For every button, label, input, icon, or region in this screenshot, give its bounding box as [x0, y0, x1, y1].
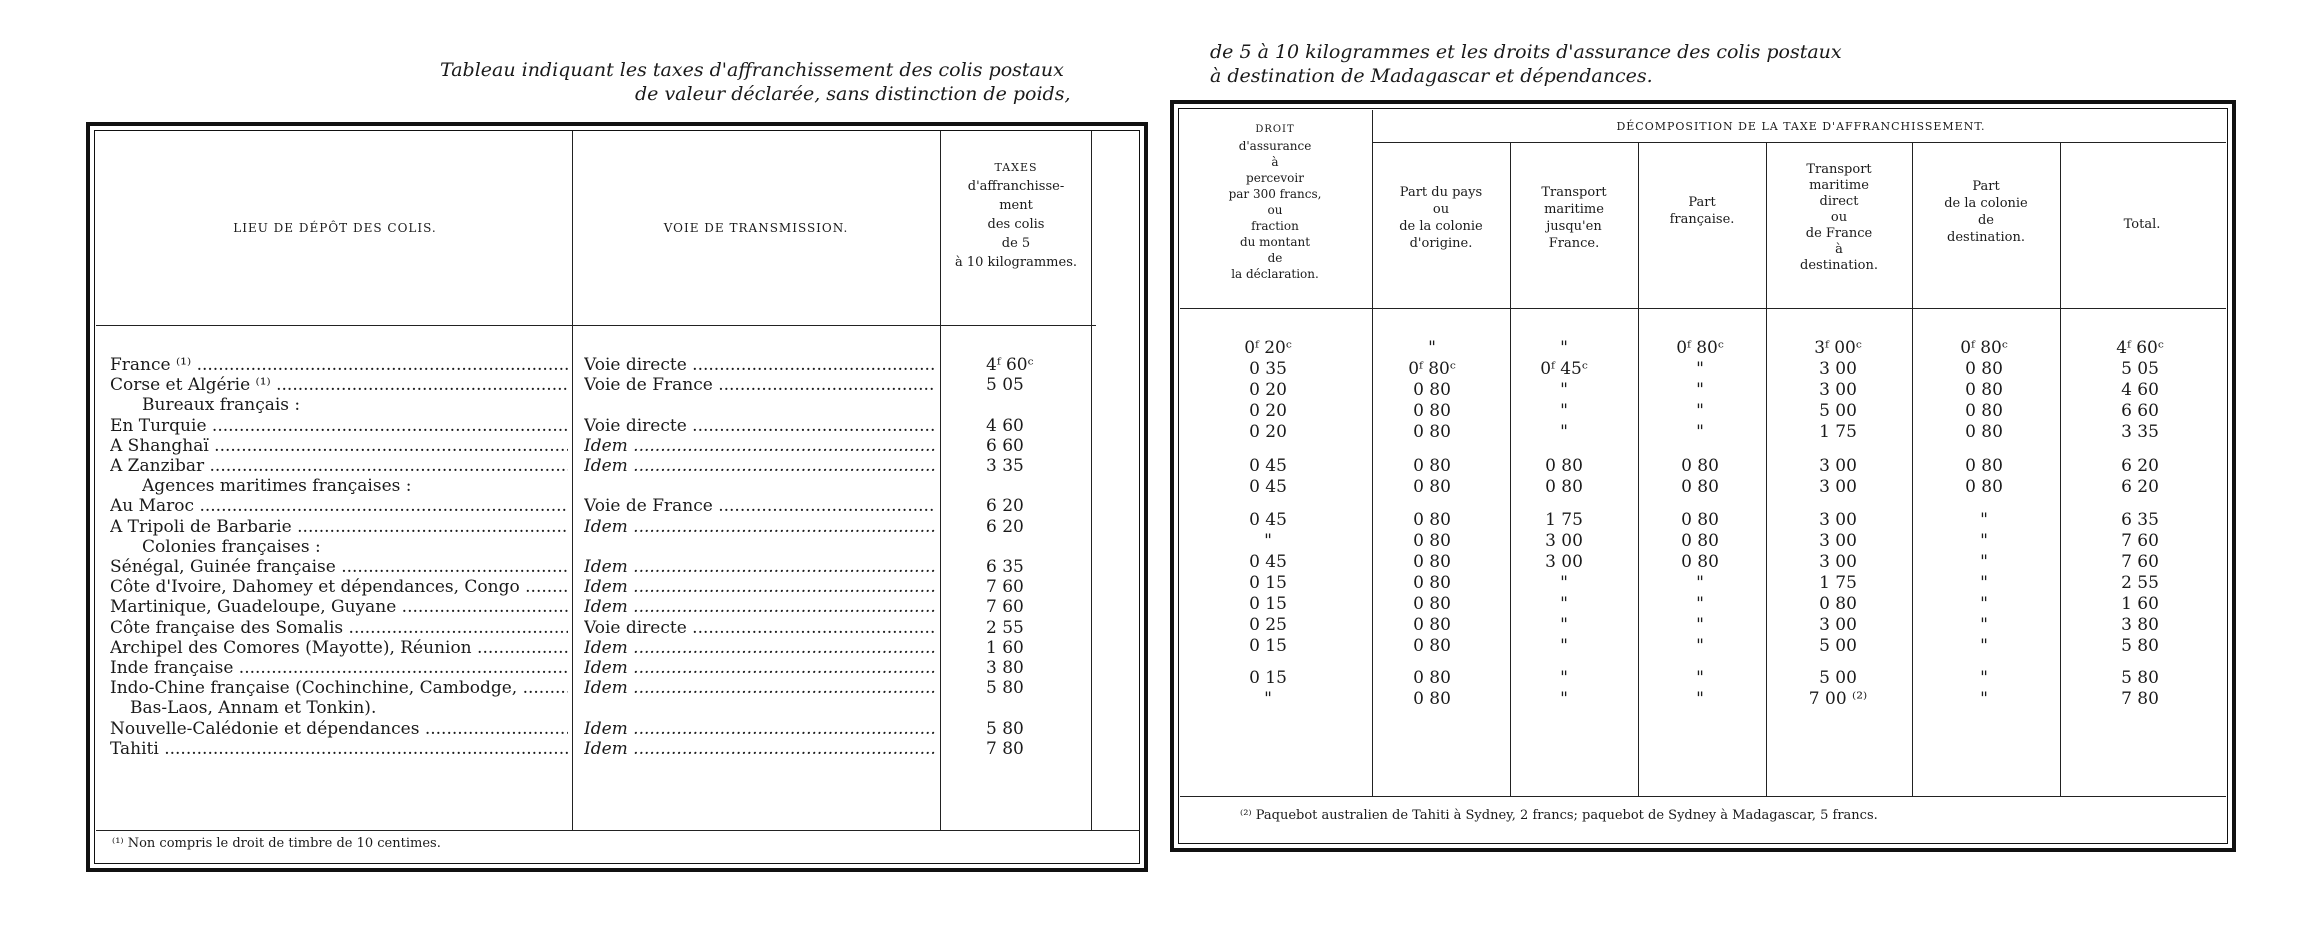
value-cell: 6 35 [2121, 510, 2159, 531]
value-cell: " [1696, 667, 1704, 688]
voie-cell: Idem ..... [584, 578, 936, 596]
value-cell: 0 80 [1413, 476, 1451, 497]
value-cell: 5 05 [2121, 359, 2159, 379]
value-cell: 0 15 [1249, 667, 1287, 688]
taxe-cell: 6 20 [986, 516, 1024, 537]
lieu-cell: Côte française des Somalis ..... [110, 619, 568, 637]
lieu-cell: A Tripoli de Barbarie ..... [110, 518, 568, 536]
value-cell: 0 80 [1965, 422, 2003, 442]
value-cell: 0 80 [1413, 688, 1451, 709]
voie-cell: Idem ..... [584, 457, 936, 475]
right-header-part-pays [1374, 184, 1508, 252]
taxe-cell: 5 80 [986, 678, 1024, 699]
value-cell: " [1980, 510, 1988, 531]
value-cell: 0 80 [1965, 455, 2003, 476]
part-colonie-line: destination. [1947, 230, 2025, 245]
right-header-decomposition: DÉCOMPOSITION DE LA TAXE D'AFFRANCHISSEMENT. [1616, 120, 1986, 133]
droit-line: de [1267, 251, 1283, 265]
value-cell: 0 80 [1681, 531, 1719, 552]
value-cell: " [1560, 594, 1568, 615]
value-cell: " [1980, 573, 1988, 594]
right-caption-line2: à destination de Madagascar et dépendances. [1210, 65, 1653, 87]
lieu-cell: Corse et Algérie ⁽¹⁾ ..... [110, 376, 568, 394]
right-header-droit [1180, 122, 1370, 282]
value-cell: " [1560, 573, 1568, 594]
value-cell: 5 00 [1819, 636, 1857, 657]
value-cell: 0 15 [1249, 636, 1287, 657]
lieu-cell: Tahiti ..... [110, 740, 568, 758]
droit-line: du montant [1239, 235, 1311, 249]
taxes-line: des colis [987, 217, 1045, 232]
taxes-line: à 10 kilogrammes. [954, 255, 1077, 270]
left-header-rule [96, 325, 1096, 326]
voie-cell: Voie de France ..... [584, 497, 936, 515]
part-pays-line: Part du pays [1399, 185, 1483, 200]
right-col-divider [2060, 142, 2061, 796]
value-cell: 3 00 [1819, 531, 1857, 552]
value-cell: 4 60 [2121, 380, 2159, 400]
value-cell: 0 80 [1681, 476, 1719, 497]
value-cell: 3ᶠ 00ᶜ [1814, 338, 1862, 358]
droit-line: la déclaration. [1231, 267, 1319, 281]
value-cell: 0 80 [1413, 380, 1451, 400]
lieu-cell: En Turquie ..... [110, 417, 568, 435]
value-cell: 0ᶠ 45ᶜ [1540, 359, 1588, 379]
voie-cell: Idem ..... [584, 639, 936, 657]
left-header-taxes [942, 158, 1090, 272]
value-cell: 0 80 [1965, 401, 2003, 421]
taxe-cell: 2 55 [986, 617, 1024, 638]
lieu-cell: A Zanzibar ..... [110, 457, 568, 475]
transport-direct-line: Transport [1806, 162, 1872, 177]
value-cell: " [1980, 552, 1988, 573]
voie-cell: Idem ..... [584, 558, 936, 576]
lieu-cell: Archipel des Comores (Mayotte), Réunion ..... [110, 639, 568, 657]
value-cell: 0ᶠ 80ᶜ [1960, 338, 2008, 358]
voie-cell: Idem ..... [584, 679, 936, 697]
droit-line: percevoir [1246, 171, 1304, 185]
taxe-cell: 7 80 [986, 738, 1024, 759]
value-cell: 0 20 [1249, 422, 1287, 442]
right-footnote: ⁽²⁾ Paquebot australien de Tahiti à Sydney, 2 francs; paquebot de Sydney à Madagascar, 5 francs. [1240, 808, 1878, 823]
value-cell: 1 75 [1819, 422, 1857, 442]
droit-line: par 300 francs, [1228, 187, 1322, 201]
right-footer-rule [1180, 796, 2226, 797]
part-colonie-line: Part [1972, 179, 2000, 194]
value-cell: 5 80 [2121, 667, 2159, 688]
value-cell: " [1560, 401, 1568, 421]
right-caption-line1: de 5 à 10 kilogrammes et les droits d'assurance des colis postaux [1210, 41, 1842, 63]
taxe-cell: 1 60 [986, 637, 1024, 658]
value-cell: 0 45 [1249, 455, 1287, 476]
value-cell: " [1560, 667, 1568, 688]
value-cell: 3 35 [2121, 422, 2159, 442]
value-cell: 0 80 [1681, 455, 1719, 476]
droit-line: fraction [1251, 219, 1299, 233]
value-cell: 6 60 [2121, 401, 2159, 421]
group-label: Bureaux français : [142, 396, 301, 415]
left-footer-rule [96, 830, 1140, 831]
value-cell: 5 00 [1819, 667, 1857, 688]
value-cell: 0 15 [1249, 594, 1287, 615]
lieu-cell: Bas-Laos, Annam et Tonkin). [130, 699, 377, 718]
value-cell: 3 00 [1819, 510, 1857, 531]
droit-line: d'assurance [1238, 139, 1312, 153]
lieu-cell: France ⁽¹⁾ ..... [110, 356, 568, 374]
value-cell: 0 80 [1965, 359, 2003, 379]
value-cell: " [1696, 359, 1704, 379]
right-col-divider [1912, 142, 1913, 796]
value-cell: " [1696, 636, 1704, 657]
part-pays-line: d'origine. [1409, 236, 1473, 251]
value-cell: " [1696, 594, 1704, 615]
value-cell: 0 15 [1249, 573, 1287, 594]
voie-cell: Voie directe ..... [584, 619, 936, 637]
taxes-line: TAXES [994, 161, 1038, 174]
voie-cell: Voie directe ..... [584, 356, 936, 374]
transport-direct-line: de France [1805, 226, 1873, 241]
taxes-line: ment [999, 198, 1033, 213]
value-cell: 3 00 [1819, 552, 1857, 573]
value-cell: " [1696, 688, 1704, 709]
value-cell: 6 20 [2121, 455, 2159, 476]
droit-line: ou [1267, 203, 1283, 217]
taxes-line: de 5 [1001, 236, 1031, 251]
value-cell: 3 80 [2121, 615, 2159, 636]
left-caption-line1: Tableau indiquant les taxes d'affranchissement des colis postaux [440, 59, 1064, 81]
transport-france-line: France. [1548, 236, 1600, 251]
taxes-line: d'affranchisse- [967, 179, 1065, 194]
droit-line: à [1271, 155, 1279, 169]
value-cell: 7 80 [2121, 688, 2159, 709]
value-cell: " [1980, 688, 1988, 709]
lieu-cell: Indo-Chine française (Cochinchine, Cambodge, ..... [110, 679, 568, 697]
droit-line: DROIT [1255, 124, 1295, 135]
part-francaise-line: française. [1669, 212, 1735, 227]
voie-cell: Idem ..... [584, 659, 936, 677]
value-cell: 0 80 [1413, 573, 1451, 594]
value-cell: 0 45 [1249, 510, 1287, 531]
value-cell: 0 80 [1413, 422, 1451, 442]
value-cell: 3 00 [1819, 359, 1857, 379]
right-header-transport-france [1512, 184, 1636, 252]
value-cell: 0 80 [1819, 594, 1857, 615]
right-col-divider [1766, 142, 1767, 796]
value-cell: " [1560, 380, 1568, 400]
value-cell: 0 80 [1545, 455, 1583, 476]
voie-cell: Idem ..... [584, 518, 936, 536]
value-cell: 3 00 [1819, 380, 1857, 400]
value-cell: 3 00 [1819, 615, 1857, 636]
right-col-divider [1638, 142, 1639, 796]
transport-france-line: Transport [1541, 185, 1607, 200]
value-cell: 0 80 [1413, 531, 1451, 552]
value-cell: 0 80 [1545, 476, 1583, 497]
value-cell: 0 45 [1249, 552, 1287, 573]
value-cell: 0ᶠ 20ᶜ [1244, 338, 1292, 358]
value-cell: 3 00 [1819, 455, 1857, 476]
taxe-cell: 4ᶠ 60ᶜ [986, 355, 1034, 375]
lieu-cell: Sénégal, Guinée française ..... [110, 558, 568, 576]
part-pays-line: ou [1432, 202, 1450, 217]
value-cell: 2 55 [2121, 573, 2159, 594]
value-cell: " [1980, 594, 1988, 615]
right-header-total: Total. [2123, 217, 2161, 232]
value-cell: " [1980, 615, 1988, 636]
taxe-cell: 4 60 [986, 415, 1024, 436]
value-cell: 0 80 [1413, 552, 1451, 573]
taxe-cell: 7 60 [986, 577, 1024, 598]
value-cell: 0 45 [1249, 476, 1287, 497]
value-cell: " [1560, 338, 1568, 358]
value-cell: 0 35 [1249, 359, 1287, 379]
value-cell: 0 80 [1413, 594, 1451, 615]
lieu-cell: Côte d'Ivoire, Dahomey et dépendances, Congo ..... [110, 578, 568, 596]
value-cell: 0ᶠ 80ᶜ [1408, 359, 1456, 379]
transport-direct-line: à [1835, 242, 1843, 257]
left-header-lieu: LIEU DE DÉPÔT DES COLIS. [233, 221, 437, 235]
value-cell: " [1980, 636, 1988, 657]
value-cell: 0 80 [1681, 552, 1719, 573]
value-cell: 0 20 [1249, 380, 1287, 400]
lieu-cell: A Shanghaï ..... [110, 437, 568, 455]
value-cell: 0 80 [1413, 401, 1451, 421]
value-cell: " [1560, 615, 1568, 636]
value-cell: " [1560, 688, 1568, 709]
left-header-voie: VOIE DE TRANSMISSION. [663, 221, 849, 235]
value-cell: " [1696, 401, 1704, 421]
value-cell: " [1980, 531, 1988, 552]
part-colonie-line: de [1977, 213, 1994, 228]
value-cell: 3 00 [1545, 552, 1583, 573]
voie-cell: Idem ..... [584, 740, 936, 758]
value-cell: 5 80 [2121, 636, 2159, 657]
value-cell: 0 80 [1965, 380, 2003, 400]
value-cell: " [1696, 573, 1704, 594]
value-cell: " [1264, 688, 1272, 709]
part-pays-line: de la colonie [1399, 219, 1483, 234]
transport-france-line: maritime [1544, 202, 1604, 217]
value-cell: " [1696, 615, 1704, 636]
value-cell: 0 80 [1413, 667, 1451, 688]
part-colonie-line: de la colonie [1944, 196, 2028, 211]
voie-cell: Voie directe ..... [584, 417, 936, 435]
value-cell: 6 20 [2121, 476, 2159, 497]
taxe-cell: 6 20 [986, 496, 1024, 517]
value-cell: " [1560, 636, 1568, 657]
value-cell: 1 75 [1819, 573, 1857, 594]
value-cell: 3 00 [1545, 531, 1583, 552]
value-cell: 0 25 [1249, 615, 1287, 636]
value-cell: 3 00 [1819, 476, 1857, 497]
taxe-cell: 5 80 [986, 718, 1024, 739]
value-cell: " [1696, 422, 1704, 442]
lieu-cell: Inde française ..... [110, 659, 568, 677]
taxe-cell: 5 05 [986, 375, 1024, 396]
transport-france-line: jusqu'en [1546, 219, 1602, 234]
part-francaise-line: Part [1688, 195, 1716, 210]
lieu-cell: Au Maroc ..... [110, 497, 568, 515]
voie-cell: Idem ..... [584, 720, 936, 738]
value-cell: 0 80 [1413, 455, 1451, 476]
taxe-cell: 7 60 [986, 597, 1024, 618]
taxe-cell: 6 60 [986, 435, 1024, 456]
right-header-transport-direct [1768, 162, 1910, 274]
value-cell: " [1980, 667, 1988, 688]
group-label: Colonies françaises : [142, 537, 321, 556]
voie-cell: Voie de France ..... [584, 376, 936, 394]
value-cell: 1 75 [1545, 510, 1583, 531]
value-cell: " [1696, 380, 1704, 400]
value-cell: 4ᶠ 60ᶜ [2116, 338, 2164, 358]
right-header-rule [1180, 308, 2226, 309]
value-cell: 7 60 [2121, 552, 2159, 573]
voie-cell: Idem ..... [584, 598, 936, 616]
value-cell: 0 80 [1681, 510, 1719, 531]
group-label: Agences maritimes françaises : [142, 477, 412, 496]
lieu-cell: Nouvelle-Calédonie et dépendances ..... [110, 720, 568, 738]
taxe-cell: 3 80 [986, 658, 1024, 678]
voie-cell: Idem ..... [584, 437, 936, 455]
taxe-cell: 6 35 [986, 557, 1024, 577]
value-cell: " [1264, 531, 1272, 552]
right-header-part-colonie [1914, 178, 2058, 246]
left-caption-line2: de valeur déclarée, sans distinction de poids, [635, 83, 1071, 105]
right-header-part-francaise [1640, 194, 1764, 228]
right-col-divider [1372, 110, 1373, 796]
value-cell: 0ᶠ 80ᶜ [1676, 338, 1724, 358]
value-cell: 0 20 [1249, 401, 1287, 421]
value-cell: 5 00 [1819, 401, 1857, 421]
value-cell: 1 60 [2121, 594, 2159, 615]
right-decomp-rule [1372, 142, 2226, 143]
value-cell: 0 80 [1965, 476, 2003, 497]
taxe-cell: 3 35 [986, 456, 1024, 476]
value-cell: 0 80 [1413, 510, 1451, 531]
lieu-cell: Martinique, Guadeloupe, Guyane ..... [110, 598, 568, 616]
value-cell: 0 80 [1413, 636, 1451, 657]
transport-direct-line: maritime [1809, 178, 1869, 193]
left-footnote: ⁽¹⁾ Non compris le droit de timbre de 10 centimes. [112, 836, 441, 851]
transport-direct-line: ou [1830, 210, 1848, 225]
value-cell: " [1560, 422, 1568, 442]
value-cell: 7 00 ⁽²⁾ [1808, 688, 1868, 709]
value-cell: " [1428, 338, 1436, 358]
value-cell: 7 60 [2121, 531, 2159, 552]
transport-direct-line: destination. [1800, 258, 1878, 273]
transport-direct-line: direct [1819, 194, 1859, 209]
value-cell: 0 80 [1413, 615, 1451, 636]
